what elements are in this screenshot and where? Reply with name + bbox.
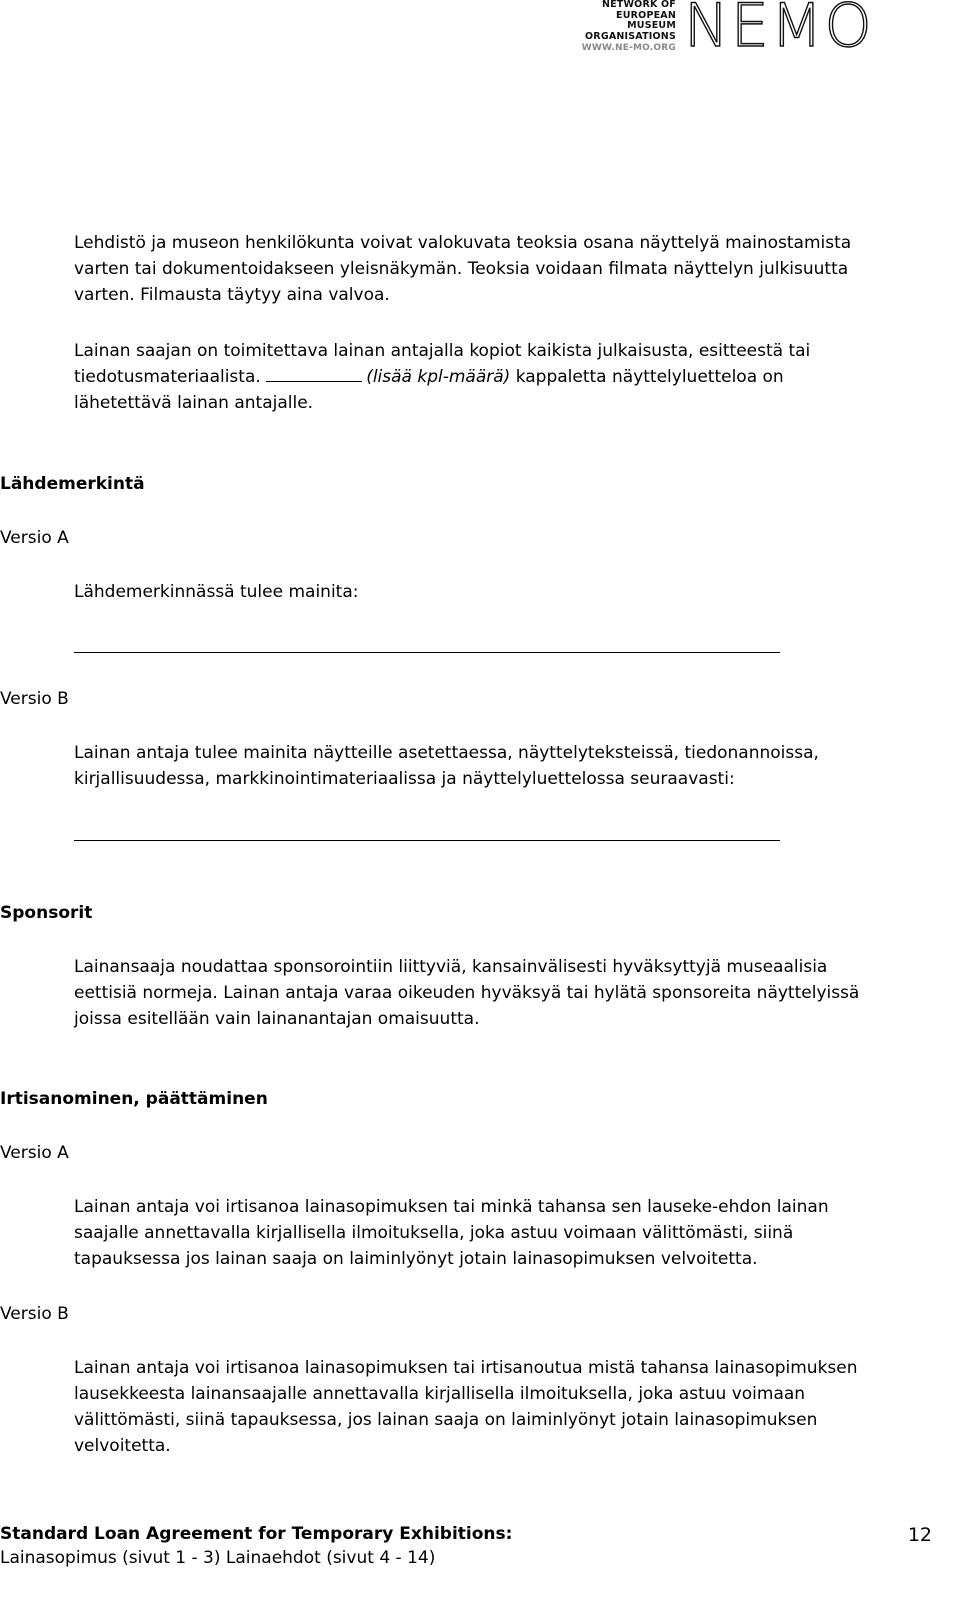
credit-version-a-blank-line xyxy=(74,652,780,653)
text-line xyxy=(74,364,942,390)
termination-version-b-label: Versio B xyxy=(0,1304,69,1324)
copies-paragraph xyxy=(74,338,942,416)
page-number: 12 xyxy=(907,1524,932,1546)
termination-version-a-label: Versio A xyxy=(0,1143,69,1163)
text-line: varten tai dokumentoidakseen yleisnäkymän. Teoksia voidaan filmata näyttelyn julkisuutta xyxy=(74,259,849,279)
text-line: Lainan antaja voi irtisanoa lainasopimuksen tai irtisanoutua mistä tahansa lainasopimuksen xyxy=(74,1358,858,1378)
text-line: eettisiä normeja. Lainan antaja varaa oikeuden hyväksyä tai hylätä sponsoreita näyttelyissä xyxy=(74,983,860,1003)
credit-version-b-label: Versio B xyxy=(0,689,69,709)
logo-tagline-line: ORGANISATIONS xyxy=(585,30,676,42)
logo-wordmark: NEMO xyxy=(684,0,874,61)
credit-version-b-paragraph xyxy=(74,740,942,792)
sponsors-paragraph xyxy=(74,954,942,1032)
text-line: lähetettävä lainan antajalle. xyxy=(74,393,314,413)
text-line: kirjallisuudessa, markkinointimateriaalissa ja näyttelyluettelossa seuraavasti: xyxy=(74,769,735,789)
termination-heading: Irtisanominen, päättäminen xyxy=(0,1089,268,1109)
placeholder-hint: (lisää kpl-määrä) xyxy=(366,367,511,387)
text-line: varten. Filmausta täytyy aina valvoa. xyxy=(74,285,390,305)
text-segment: tiedotusmateriaalista. xyxy=(74,367,261,387)
logo-tagline-line: EUROPEAN xyxy=(616,9,676,21)
logo-tagline xyxy=(572,0,676,54)
text-line: Lainan antaja tulee mainita näytteille asetettaessa, näyttelyteksteissä, tiedonannoissa, xyxy=(74,743,819,763)
termination-version-b-paragraph xyxy=(74,1355,942,1459)
text-line: saajalle annettavalla kirjallisella ilmoituksella, joka astuu voimaan välittömästi, siinä xyxy=(74,1223,794,1243)
logo-tagline-line: NETWORK OF xyxy=(601,0,676,10)
nemo-logo xyxy=(572,0,902,61)
text-segment: kappaletta näyttelyluetteloa on xyxy=(510,367,784,387)
sponsors-heading: Sponsorit xyxy=(0,903,93,923)
quantity-blank xyxy=(266,365,362,382)
text-line: Lehdistö ja museon henkilökunta voivat valokuvata teoksia osana näyttelyä mainostamista xyxy=(74,233,852,253)
text-line: Lainansaaja noudattaa sponsorointiin liittyviä, kansainvälisesti hyväksyttyjä museaalisia xyxy=(74,957,828,977)
text-line: Lainan saajan on toimitettava lainan antajalla kopiot kaikista julkaisusta, esitteestä tai xyxy=(74,341,811,361)
footer-subtitle: Lainasopimus (sivut 1 - 3) Lainaehdot (sivut 4 - 14) xyxy=(0,1548,436,1568)
credit-version-a-text: Lähdemerkinnässä tulee mainita: xyxy=(74,582,359,602)
text-line: joissa esitellään vain lainanantajan omaisuutta. xyxy=(74,1009,480,1029)
press-paragraph xyxy=(74,230,942,308)
logo-url: WWW.NE-MO.ORG xyxy=(581,43,676,53)
text-line: Lainan antaja voi irtisanoa lainasopimuksen tai minkä tahansa sen lauseke-ehdon lainan xyxy=(74,1197,829,1217)
credit-version-b-blank-line xyxy=(74,840,780,841)
footer-title: Standard Loan Agreement for Temporary Exhibitions: xyxy=(0,1524,513,1544)
text-line: velvoitetta. xyxy=(74,1436,171,1456)
credit-heading: Lähdemerkintä xyxy=(0,474,145,494)
text-line: tapauksessa jos lainan saaja on laiminlyönyt jotain lainasopimuksen velvoitetta. xyxy=(74,1249,758,1269)
credit-version-a-label: Versio A xyxy=(0,528,69,548)
logo-tagline-line: MUSEUM xyxy=(627,20,676,31)
text-line: lausekkeesta lainansaajalle annettavalla kirjallisella ilmoituksella, joka astuu voimaan xyxy=(74,1384,806,1404)
termination-version-a-paragraph xyxy=(74,1194,942,1272)
text-line: välittömästi, siinä tapauksessa, jos lainan saaja on laiminlyönyt jotain lainasopimuksen xyxy=(74,1410,818,1430)
